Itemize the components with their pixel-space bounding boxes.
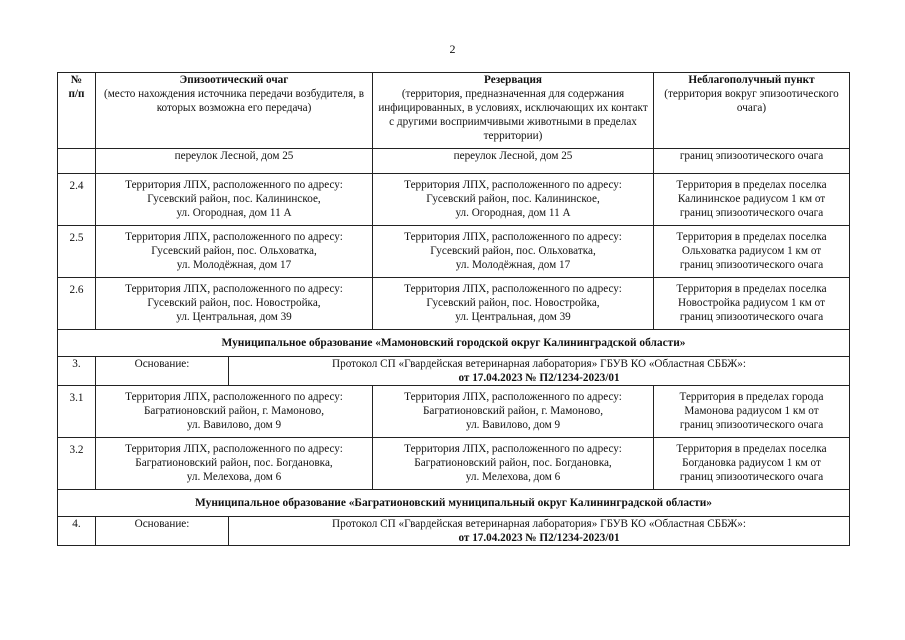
unfavorable-cell-line: Территория в пределах поселка [676, 443, 827, 455]
municipality-heading-mamonovo-title: Муниципальное образование «Мамоновский городской округ Калининградской области» [58, 330, 850, 357]
focus-cell-line: ул. Мелехова, дом 6 [186, 471, 282, 483]
basis-number: 4. [58, 517, 96, 546]
focus-cell-line: Багратионовский район, пос. Богдановка, [135, 457, 333, 469]
focus-cell-line: Территория ЛПХ, расположенного по адресу: [125, 391, 343, 403]
row-number: 2.5 [58, 226, 96, 278]
reservation-cell-line: Территория ЛПХ, расположенного по адресу: [404, 283, 622, 295]
basis-row [58, 357, 850, 386]
unfavorable-cell-line: Калининское радиусом 1 км от [677, 193, 826, 205]
table-header-row [58, 73, 850, 149]
focus-cell-line: ул. Огородная, дом 11 А [176, 207, 292, 219]
unfavorable-cell [654, 438, 850, 490]
unfavorable-cell-line: Территория в пределах города [679, 391, 824, 403]
focus-cell-line: ул. Молодёжная, дом 17 [176, 259, 292, 271]
municipality-heading-bagrationovsk [58, 490, 850, 517]
header-unfavorable-point [654, 73, 850, 149]
continuation-num [58, 149, 96, 174]
reservation-cell-line: Территория ЛПХ, расположенного по адресу: [404, 231, 622, 243]
unfavorable-cell [654, 278, 850, 330]
reservation-cell-line: Территория ЛПХ, расположенного по адресу: [404, 179, 622, 191]
reservation-cell-line: Багратионовский район, пос. Богдановка, [414, 457, 612, 469]
focus-cell [96, 278, 373, 330]
reservation-cell-line: Гусевский район, пос. Ольховатка, [430, 245, 596, 257]
basis-protocol-text: Протокол СП «Гвардейская ветеринарная лаборатория» ГБУВ КО «Областная СББЖ»: [332, 358, 746, 370]
reservation-cell-line: Территория ЛПХ, расположенного по адресу: [404, 443, 622, 455]
unfavorable-cell-line: Территория в пределах поселка [676, 179, 827, 191]
focus-cell-line: Территория ЛПХ, расположенного по адресу: [125, 179, 343, 191]
focus-cell-line: Гусевский район, пос. Новостройка, [147, 297, 321, 309]
reservation-cell-line: Багратионовский район, г. Мамоново, [422, 405, 604, 417]
basis-protocol [229, 517, 850, 546]
header-unfavorable-title: Неблагополучный пункт [688, 74, 815, 86]
header-num-text: № п/п [68, 74, 85, 100]
municipality-heading-bagrationovsk-title: Муниципальное образование «Багратионовский муниципальный округ Калининградской области» [58, 490, 850, 517]
header-reservation-title: Резервация [484, 74, 542, 86]
reservation-cell-line: ул. Молодёжная, дом 17 [455, 259, 571, 271]
focus-cell [96, 438, 373, 490]
reservation-cell [373, 438, 654, 490]
reservation-cell [373, 226, 654, 278]
basis-protocol-text: Протокол СП «Гвардейская ветеринарная лаборатория» ГБУВ КО «Областная СББЖ»: [332, 518, 746, 530]
focus-cell-line: Территория ЛПХ, расположенного по адресу: [125, 283, 343, 295]
continuation-unfavorable: границ эпизоотического очага [654, 149, 850, 174]
continuation-focus: переулок Лесной, дом 25 [96, 149, 373, 174]
page-number: 2 [449, 42, 456, 56]
basis-label: Основание: [96, 357, 229, 386]
unfavorable-cell-line: границ эпизоотического очага [679, 471, 824, 483]
unfavorable-cell-line: Мамонова радиусом 1 км от [684, 405, 819, 417]
table-row [58, 278, 850, 330]
table-row [58, 438, 850, 490]
focus-cell [96, 226, 373, 278]
table-row [58, 174, 850, 226]
header-reservation-desc: (территория, предназначенная для содержания инфицированных, в условиях, исключающих их контакт с другими восприимчивыми животными в пределах территории) [378, 88, 648, 142]
unfavorable-cell-line: границ эпизоотического очага [679, 259, 824, 271]
focus-cell-line: ул. Вавилово, дом 9 [186, 419, 282, 431]
continuation-row [58, 149, 850, 174]
focus-cell [96, 174, 373, 226]
header-unfavorable-desc: (территория вокруг эпизоотического очага) [664, 88, 839, 114]
table-row [58, 226, 850, 278]
focus-cell [96, 386, 373, 438]
basis-label: Основание: [96, 517, 229, 546]
row-number: 2.6 [58, 278, 96, 330]
municipality-heading-mamonovo [58, 330, 850, 357]
header-reservation [373, 73, 654, 149]
reservation-cell-line: ул. Огородная, дом 11 А [455, 207, 571, 219]
unfavorable-cell-line: границ эпизоотического очага [679, 207, 824, 219]
basis-protocol-ref: от 17.04.2023 № П2/1234-2023/01 [458, 372, 620, 384]
reservation-cell-line: ул. Вавилово, дом 9 [465, 419, 561, 431]
row-number: 3.1 [58, 386, 96, 438]
unfavorable-cell-line: Новостройка радиусом 1 км от [677, 297, 826, 309]
reservation-cell-line: ул. Центральная, дом 39 [455, 311, 571, 323]
unfavorable-cell-line: Ольховатка радиусом 1 км от [681, 245, 822, 257]
focus-cell-line: ул. Центральная, дом 39 [176, 311, 292, 323]
focus-cell-line: Территория ЛПХ, расположенного по адресу: [125, 443, 343, 455]
reservation-cell [373, 174, 654, 226]
continuation-reservation: переулок Лесной, дом 25 [373, 149, 654, 174]
reservation-cell [373, 278, 654, 330]
header-num [58, 73, 96, 149]
unfavorable-cell [654, 226, 850, 278]
focus-cell-line: Территория ЛПХ, расположенного по адресу: [125, 231, 343, 243]
unfavorable-cell [654, 386, 850, 438]
reservation-cell-line: Территория ЛПХ, расположенного по адресу: [404, 391, 622, 403]
unfavorable-cell-line: границ эпизоотического очага [679, 311, 824, 323]
header-focus-title: Эпизоотический очаг [179, 74, 289, 86]
basis-number: 3. [58, 357, 96, 386]
reservation-cell [373, 386, 654, 438]
basis-protocol-ref: от 17.04.2023 № П2/1234-2023/01 [458, 532, 620, 544]
reservation-cell-line: Гусевский район, пос. Калининское, [426, 193, 600, 205]
unfavorable-cell-line: Территория в пределах поселка [676, 283, 827, 295]
header-focus [96, 73, 373, 149]
basis-row [58, 517, 850, 546]
basis-protocol [229, 357, 850, 386]
focus-cell-line: Гусевский район, пос. Ольховатка, [151, 245, 317, 257]
header-focus-desc: (место нахождения источника передачи возбудителя, в которых возможна его передача) [104, 88, 365, 114]
unfavorable-cell-line: границ эпизоотического очага [679, 419, 824, 431]
row-number: 2.4 [58, 174, 96, 226]
table-row [58, 386, 850, 438]
row-number: 3.2 [58, 438, 96, 490]
reservation-cell-line: Гусевский район, пос. Новостройка, [426, 297, 600, 309]
unfavorable-cell-line: Территория в пределах поселка [676, 231, 827, 243]
focus-cell-line: Гусевский район, пос. Калининское, [147, 193, 321, 205]
unfavorable-cell [654, 174, 850, 226]
focus-cell-line: Багратионовский район, г. Мамоново, [143, 405, 325, 417]
reservation-cell-line: ул. Мелехова, дом 6 [465, 471, 561, 483]
unfavorable-cell-line: Богдановка радиусом 1 км от [682, 457, 821, 469]
epizootic-table [57, 72, 850, 546]
